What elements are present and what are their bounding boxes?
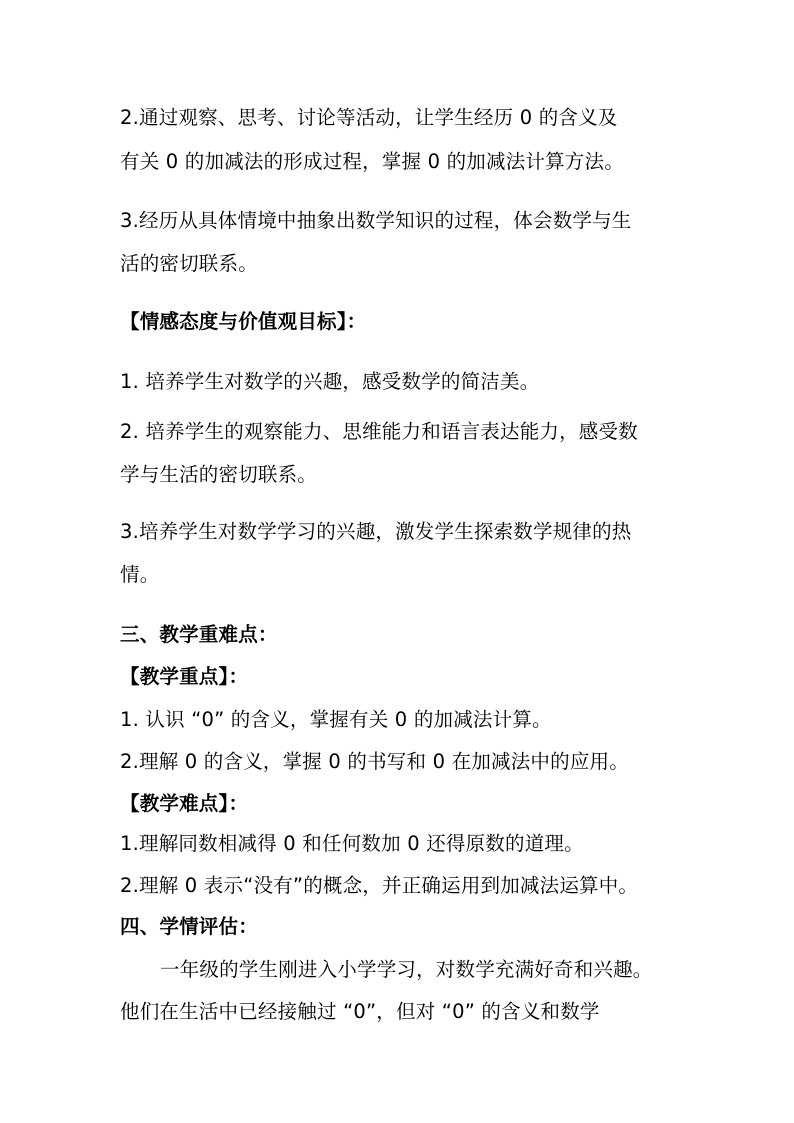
text-line: 3.培养学生对数学学习的兴趣，激发学生探索数学规律的热: [120, 520, 632, 543]
text-line: 2. 培养学生的观察能力、思维能力和语言表达能力，感受数: [120, 420, 638, 443]
section-heading: 三、教学重难点：: [120, 623, 278, 646]
subsection-heading: 【教学难点】：: [120, 792, 249, 815]
text-line: 有关 0 的加减法的形成过程，掌握 0 的加减法计算方法。: [120, 150, 624, 173]
text-line: 一年级的学生刚进入小学学习，对数学充满好奇和兴趣。: [160, 958, 653, 981]
subsection-heading: 【教学重点】：: [120, 665, 249, 688]
text-line: 他们在生活中已经接触过 “0”，但对 “0” 的含义和数学: [120, 1000, 600, 1023]
text-line: 活的密切联系。: [120, 252, 258, 275]
text-line: 1. 培养学生对数学的兴趣，感受数学的简洁美。: [120, 370, 540, 393]
section-heading: 【情感态度与价值观目标】：: [120, 310, 367, 333]
text-line: 1.理解同数相减得 0 和任何数加 0 还得原数的道理。: [120, 832, 584, 855]
text-line: 2.理解 0 表示“没有”的概念，并正确运用到加减法运算中。: [120, 874, 639, 897]
text-line: 情。: [120, 563, 160, 586]
text-line: 2.通过观察、思考、讨论等活动，让学生经历 0 的含义及: [120, 106, 618, 129]
text-line: 3.经历从具体情境中抽象出数学知识的过程，体会数学与生: [120, 209, 632, 232]
text-line: 2.理解 0 的含义，掌握 0 的书写和 0 在加减法中的应用。: [120, 750, 629, 773]
section-heading: 四、学情评估：: [120, 915, 258, 938]
text-line: 1. 认识 “0” 的含义，掌握有关 0 的加减法计算。: [120, 708, 552, 731]
text-line: 学与生活的密切联系。: [120, 463, 318, 486]
